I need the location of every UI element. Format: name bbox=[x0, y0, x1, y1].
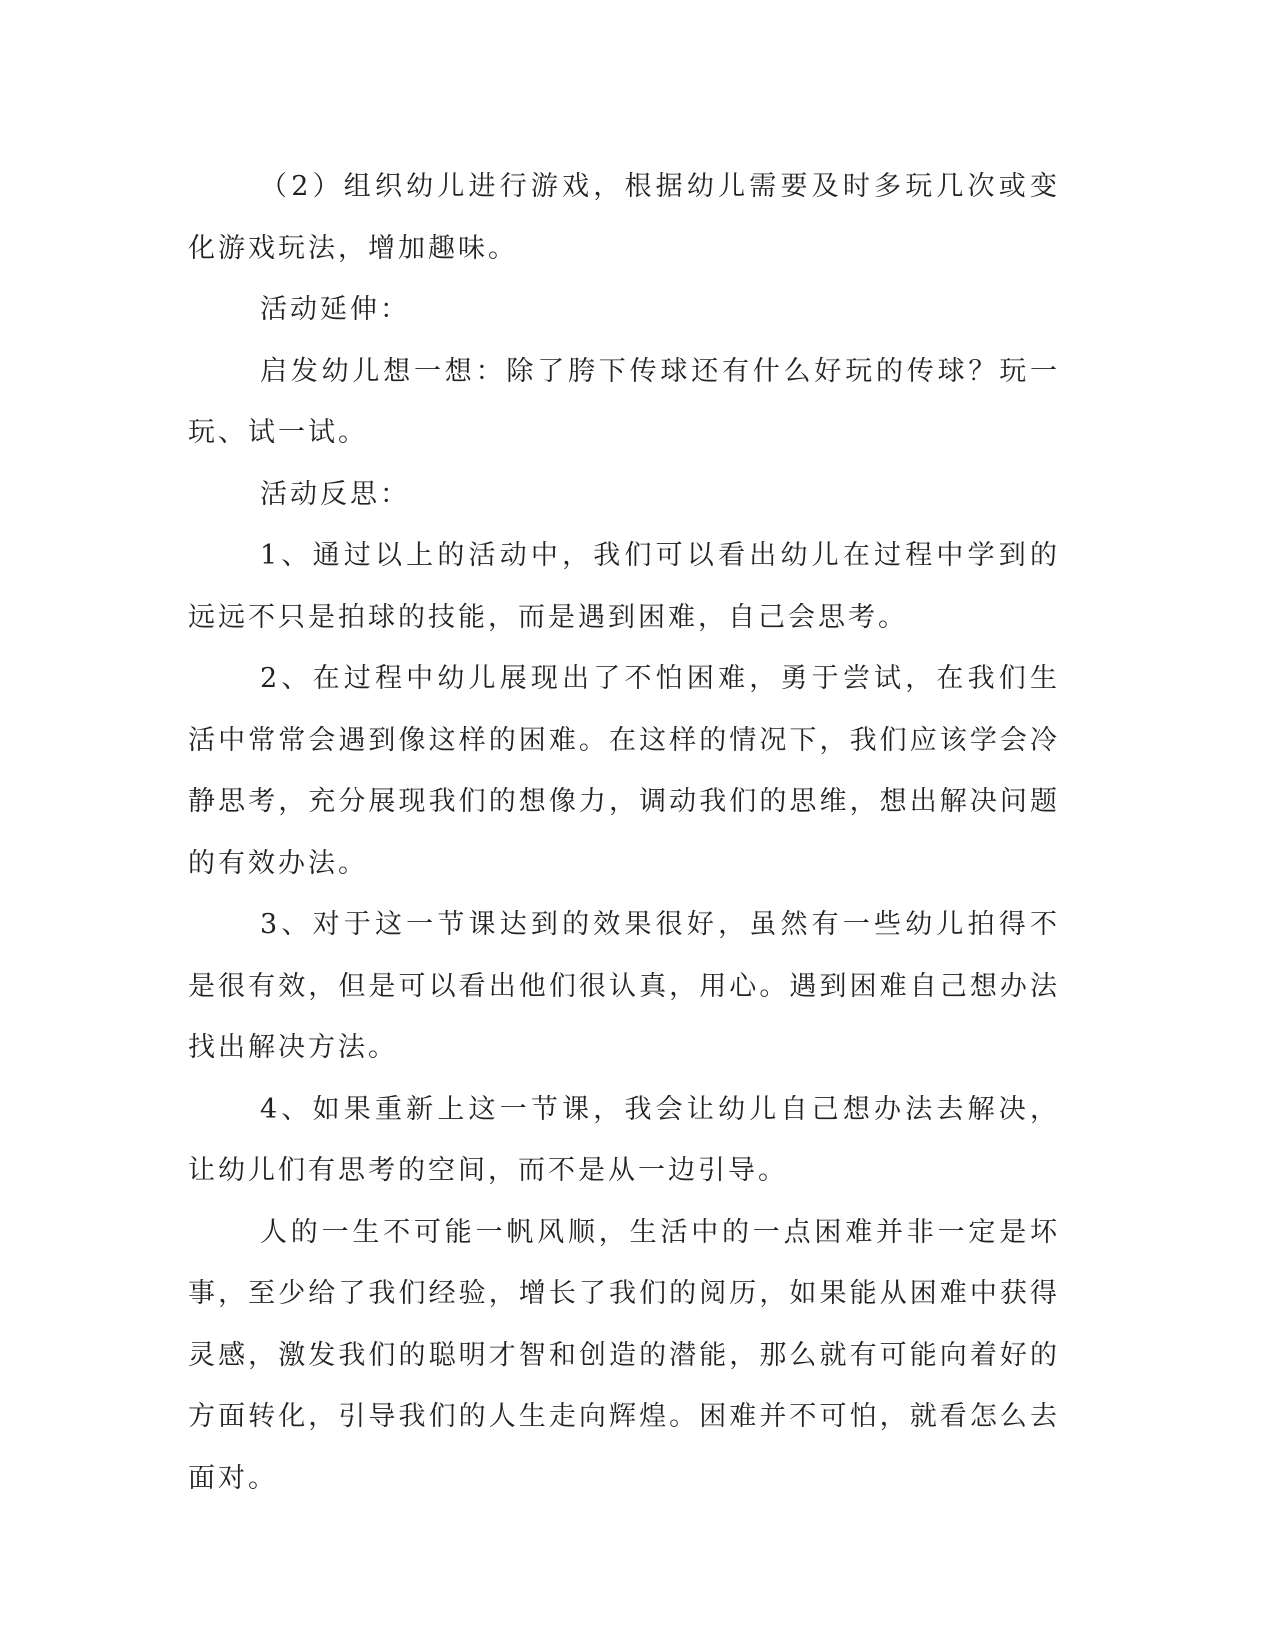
paragraph-conclusion: 人的一生不可能一帆风顺，生活中的一点困难并非一定是坏事，至少给了我们经验，增长了我们的阅历，如果能从困难中获得灵感，激发我们的聪明才智和创造的潜能，那么就有可能向着好的方面转化，引导我们的人生走向辉煌。困难并不可怕，就看怎么去面对。 bbox=[188, 1216, 1060, 1494]
heading-activity-reflection: 活动反思： bbox=[260, 478, 410, 510]
heading-activity-extension: 活动延伸： bbox=[260, 294, 410, 325]
paragraph-game-organization: （2）组织幼儿进行游戏，根据幼儿需要及时多玩几次或变化游戏玩法，增加趣味。 bbox=[188, 171, 1060, 264]
paragraph-reflection-4: 4、如果重新上这一节课，我会让幼儿自己想办法去解决，让幼儿们有思考的空间，而不是从一边引导。 bbox=[188, 1093, 1060, 1186]
document-body bbox=[188, 156, 1060, 1509]
paragraph-extension-content: 启发幼儿想一想：除了胯下传球还有什么好玩的传球？玩一玩、试一试。 bbox=[188, 355, 1060, 448]
paragraph-reflection-3: 3、对于这一节课达到的效果很好，虽然有一些幼儿拍得不是很有效，但是可以看出他们很认真，用心。遇到困难自己想办法找出解决方法。 bbox=[188, 909, 1060, 1063]
paragraph-reflection-1: 1、通过以上的活动中，我们可以看出幼儿在过程中学到的远远不只是拍球的技能，而是遇到困难，自己会思考。 bbox=[188, 540, 1060, 633]
paragraph-reflection-2: 2、在过程中幼儿展现出了不怕困难，勇于尝试，在我们生活中常常会遇到像这样的困难。在这样的情况下，我们应该学会冷静思考，充分展现我们的想像力，调动我们的思维，想出解决问题的有效办法。 bbox=[188, 663, 1060, 879]
